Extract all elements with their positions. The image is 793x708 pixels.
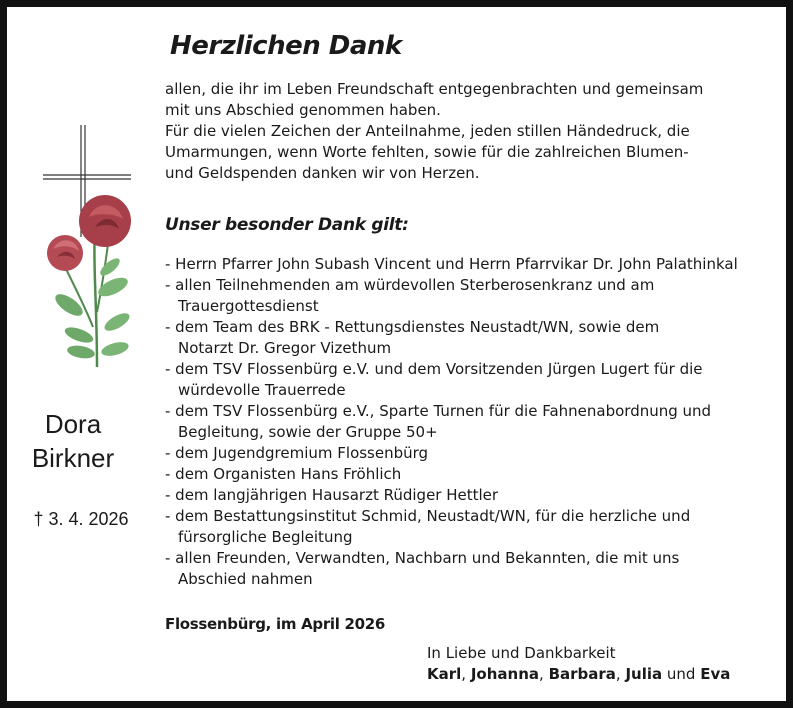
deceased-name: [23, 407, 123, 475]
closing-signature: [427, 643, 730, 685]
intro-line: Umarmungen, wenn Worte fehlten, sowie für die zahlreichen Blumen-: [165, 143, 689, 161]
name-separator: ,: [615, 665, 626, 683]
signatory-name: Barbara: [548, 665, 616, 683]
signatory-name: Eva: [700, 665, 731, 683]
thanks-item: - Herrn Pfarrer John Subash Vincent und Herrn Pfarrvikar Dr. John Palathinkal: [165, 255, 738, 273]
signatory-name: Johanna: [470, 665, 540, 683]
name-separator: ,: [539, 665, 549, 683]
intro-line: allen, die ihr im Leben Freundschaft entgegenbrachten und gemeinsam: [165, 80, 704, 98]
thanks-item: - dem langjährigen Hausarzt Rüdiger Hettler: [165, 486, 499, 504]
signatories: [427, 664, 730, 685]
death-date: † 3. 4. 2026: [33, 509, 129, 529]
thanks-heading: Unser besonder Dank gilt:: [165, 215, 409, 235]
intro-line: und Geldspenden danken wir von Herzen.: [165, 164, 480, 182]
deceased-last-name: Birkner: [31, 443, 115, 473]
name-separator: ,: [461, 665, 471, 683]
name-separator: und: [662, 665, 701, 683]
thanks-item: - dem Bestattungsinstitut Schmid, Neustadt/WN, für die herzliche und fürsorgliche Begleitung: [165, 507, 691, 546]
thanks-item: - dem Team des BRK - Rettungsdienstes Neustadt/WN, sowie dem Notarzt Dr. Gregor Vizethum: [165, 318, 660, 357]
thanks-item: - dem TSV Flossenbürg e.V. und dem Vorsitzenden Jürgen Lugert für die würdevolle Trauerrede: [165, 360, 703, 399]
deceased-first-name: Dora: [44, 409, 102, 439]
notice-title: Herzlichen Dank: [170, 31, 402, 61]
cross-and-roses-illustration: [35, 117, 147, 377]
intro-text: [165, 79, 703, 184]
intro-line: mit uns Abschied genommen haben.: [165, 101, 441, 119]
thanks-item: - dem TSV Flossenbürg e.V., Sparte Turnen für die Fahnenabordnung und Begleitung, sowie der Gruppe 50+: [165, 402, 712, 441]
thanks-item: - dem Organisten Hans Fröhlich: [165, 465, 402, 483]
intro-line: Für die vielen Zeichen der Anteilnahme, jeden stillen Händedruck, die: [165, 122, 690, 140]
thanks-item: - allen Freunden, Verwandten, Nachbarn und Bekannten, die mit uns Abschied nahmen: [165, 549, 680, 588]
signatory-name: Julia: [625, 665, 663, 683]
roses-icon: [47, 195, 132, 367]
thanks-item: - allen Teilnehmenden am würdevollen Sterberosenkranz und am Trauergottesdienst: [165, 276, 655, 315]
thanks-list: [165, 254, 738, 590]
thanks-item: - dem Jugendgremium Flossenbürg: [165, 444, 429, 462]
closing-line: In Liebe und Dankbarkeit: [427, 644, 616, 662]
signatory-name: Karl: [427, 665, 462, 683]
place-date: Flossenbürg, im April 2026: [165, 615, 386, 633]
